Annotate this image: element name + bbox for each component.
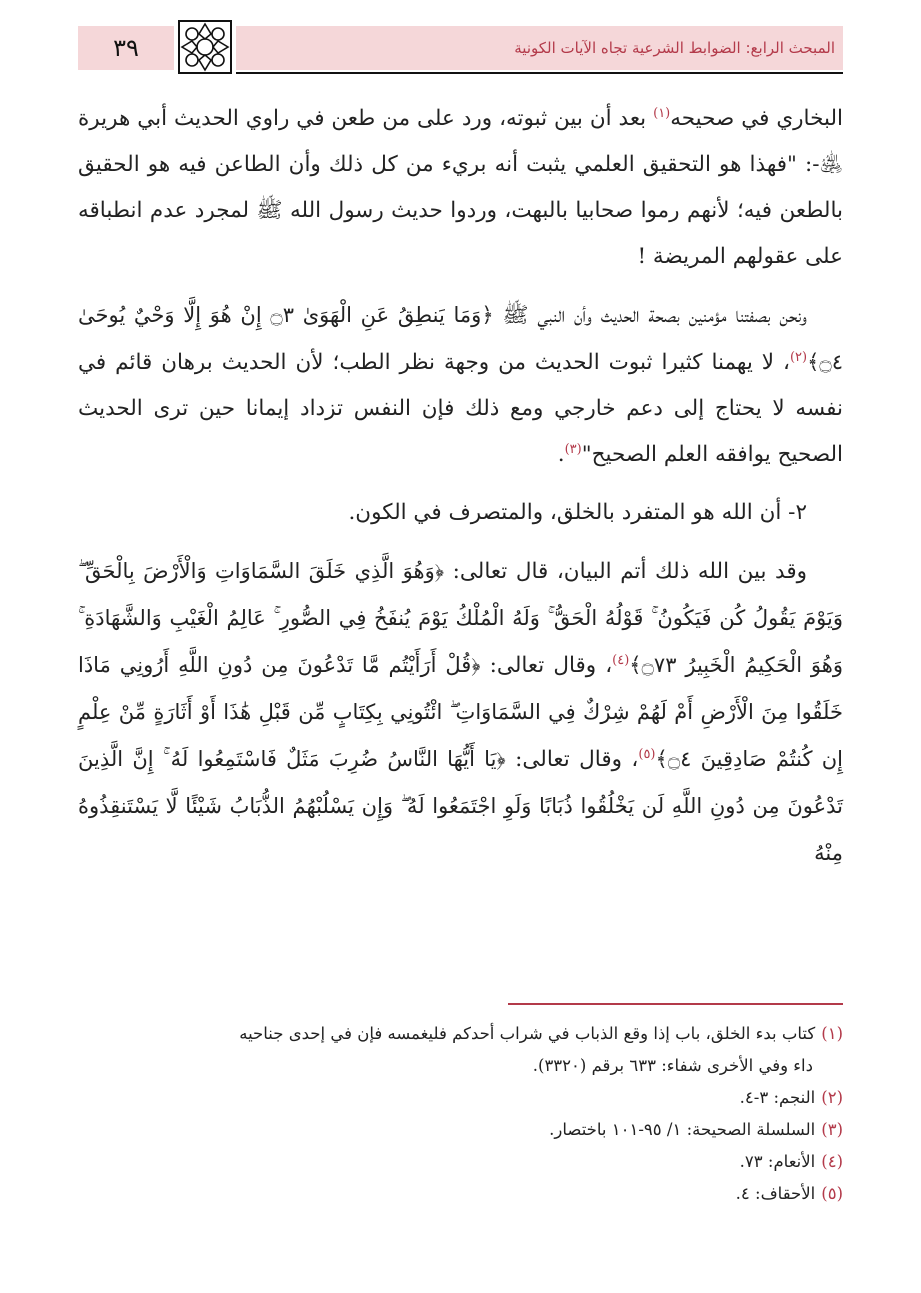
page-number: ٣٩ (78, 26, 174, 70)
footnote-number: (٤) (821, 1152, 843, 1171)
geometric-ornament-icon (178, 20, 232, 74)
quran-verse: ﴿وَمَا يَنطِقُ عَنِ الْهَوَىٰ ۝٣ إِنْ هُوَ إِلَّا وَحْيٌ يُوحَىٰ ۝٤﴾ (78, 303, 843, 374)
footnote-item (78, 1018, 843, 1082)
text-run: البخاري في صحيحه (670, 106, 843, 131)
footnote-text: الأنعام: ٧٣. (739, 1152, 816, 1171)
header-rule (236, 72, 843, 74)
quran-verse: ﴿وَهُوَ الَّذِي خَلَقَ السَّمَاوَاتِ وَالْأَرْضَ بِالْحَقِّ ۖ وَيَوْمَ يَقُولُ كُن فَيَكُونُ ۚ قَوْلُهُ الْحَقُّ ۚ وَلَهُ الْمُلْكُ يَوْمَ يُنفَخُ فِي الصُّورِ ۚ عَالِمُ الْغَيْبِ وَالشَّهَادَةِ ۚ وَهُوَ الْحَكِيمُ الْخَبِيرُ ۝٧٣﴾ (78, 559, 843, 677)
paragraph (78, 96, 843, 280)
quran-verse: ﴿يَا أَيُّهَا النَّاسُ ضُرِبَ مَثَلٌ فَاسْتَمِعُوا لَهُ ۚ إِنَّ الَّذِينَ تَدْعُونَ مِن دُونِ اللَّهِ لَن يَخْلُقُوا ذُبَابًا وَلَوِ اجْتَمَعُوا لَهُ ۖ وَإِن يَسْلُبْهُمُ الذُّبَابُ شَيْئًا لَّا يَسْتَنقِذُوهُ مِنْهُ (78, 747, 843, 865)
footnote-ref[interactable]: (١) (653, 105, 671, 121)
paragraph (78, 548, 843, 877)
footnote-ref[interactable]: (٥) (638, 746, 656, 762)
quran-verse: ﴿قُلْ أَرَأَيْتُم مَّا تَدْعُونَ مِن دُونِ اللَّهِ أَرُونِي مَاذَا خَلَقُوا مِنَ الْأَرْضِ أَمْ لَهُمْ شِرْكٌ فِي السَّمَاوَاتِ ۖ ائْتُونِي بِكِتَابٍ مِّن قَبْلِ هَٰذَا أَوْ أَثَارَةٍ مِّنْ عِلْمٍ إِن كُنتُمْ صَادِقِينَ ۝٤﴾ (78, 653, 844, 771)
text-run: وقد بين الله ذلك أتم البيان، قال تعالى: (444, 559, 807, 584)
numbered-point: ٢- أن الله هو المتفرد بالخلق، والمتصرف في الكون. (348, 500, 807, 525)
footnote-item (78, 1082, 843, 1114)
footnote-item (78, 1146, 843, 1178)
page-header (0, 0, 921, 76)
text-run: ، وقال تعالى: (505, 747, 639, 772)
running-title: المبحث الرابع: الضوابط الشرعية تجاه الآيات الكونية (236, 26, 843, 70)
footnote-item (78, 1114, 843, 1146)
footnote-item (78, 1178, 843, 1210)
text-run: ونحن بصفتنا مؤمنين بصحة الحديث وأن النبي ﷺ (493, 303, 807, 328)
main-text (78, 96, 843, 889)
text-run: ، وقال تعالى: (480, 653, 613, 678)
text-run: . (557, 442, 565, 467)
footnote-ref[interactable]: (٢) (789, 349, 808, 365)
footnote-text: النجم: ٣-٤. (739, 1088, 816, 1107)
footnote-text: الأحقاف: ٤. (735, 1184, 816, 1203)
footnote-ref[interactable]: (٣) (564, 441, 582, 457)
footnote-separator (508, 1003, 843, 1005)
footnote-text: داء وفي الأخرى شفاء: ٦٣٣ برقم (٣٣٢٠). (532, 1056, 813, 1075)
footnote-number: (٥) (821, 1184, 843, 1203)
text-run: ، لا يهمنا كثيرا ثبوت الحديث من وجهة نظر الطب؛ لأن الحديث برهان قائم في نفسه لا يحتاج إلى دعم خارجي ومع ذلك فإن النفس تزداد إيمانا حين ترى الحديث الصحيح يوافقه العلم الصحيح" (78, 350, 843, 467)
text-run: بعد أن بين ثبوته، ورد على من طعن في راوي الحديث أبي هريرة ﵁-: "فهذا هو التحقيق العلمي يثبت أنه بريء من كل ذلك وأن الطاعن فيه هو الحقيق بالطعن فيه؛ لأنهم رموا صحابيا بالبهت، وردوا حديث رسول الله ﷺ لمجرد عدم انطباقه على عقولهم المريضة ! (78, 106, 843, 269)
footnote-text: كتاب بدء الخلق، باب إذا وقع الذباب في شراب أحدكم فليغمسه فإن في إحدى جناحيه (239, 1024, 816, 1043)
footnotes (78, 1018, 843, 1210)
paragraph (78, 292, 843, 478)
footnote-number: (٢) (821, 1088, 843, 1107)
footnote-number: (١) (821, 1024, 843, 1043)
footnote-ref[interactable]: (٤) (612, 652, 630, 668)
footnote-number: (٣) (821, 1120, 843, 1139)
footnote-text: السلسلة الصحيحة: ١/ ٩٥-١٠١ باختصار. (549, 1120, 816, 1139)
